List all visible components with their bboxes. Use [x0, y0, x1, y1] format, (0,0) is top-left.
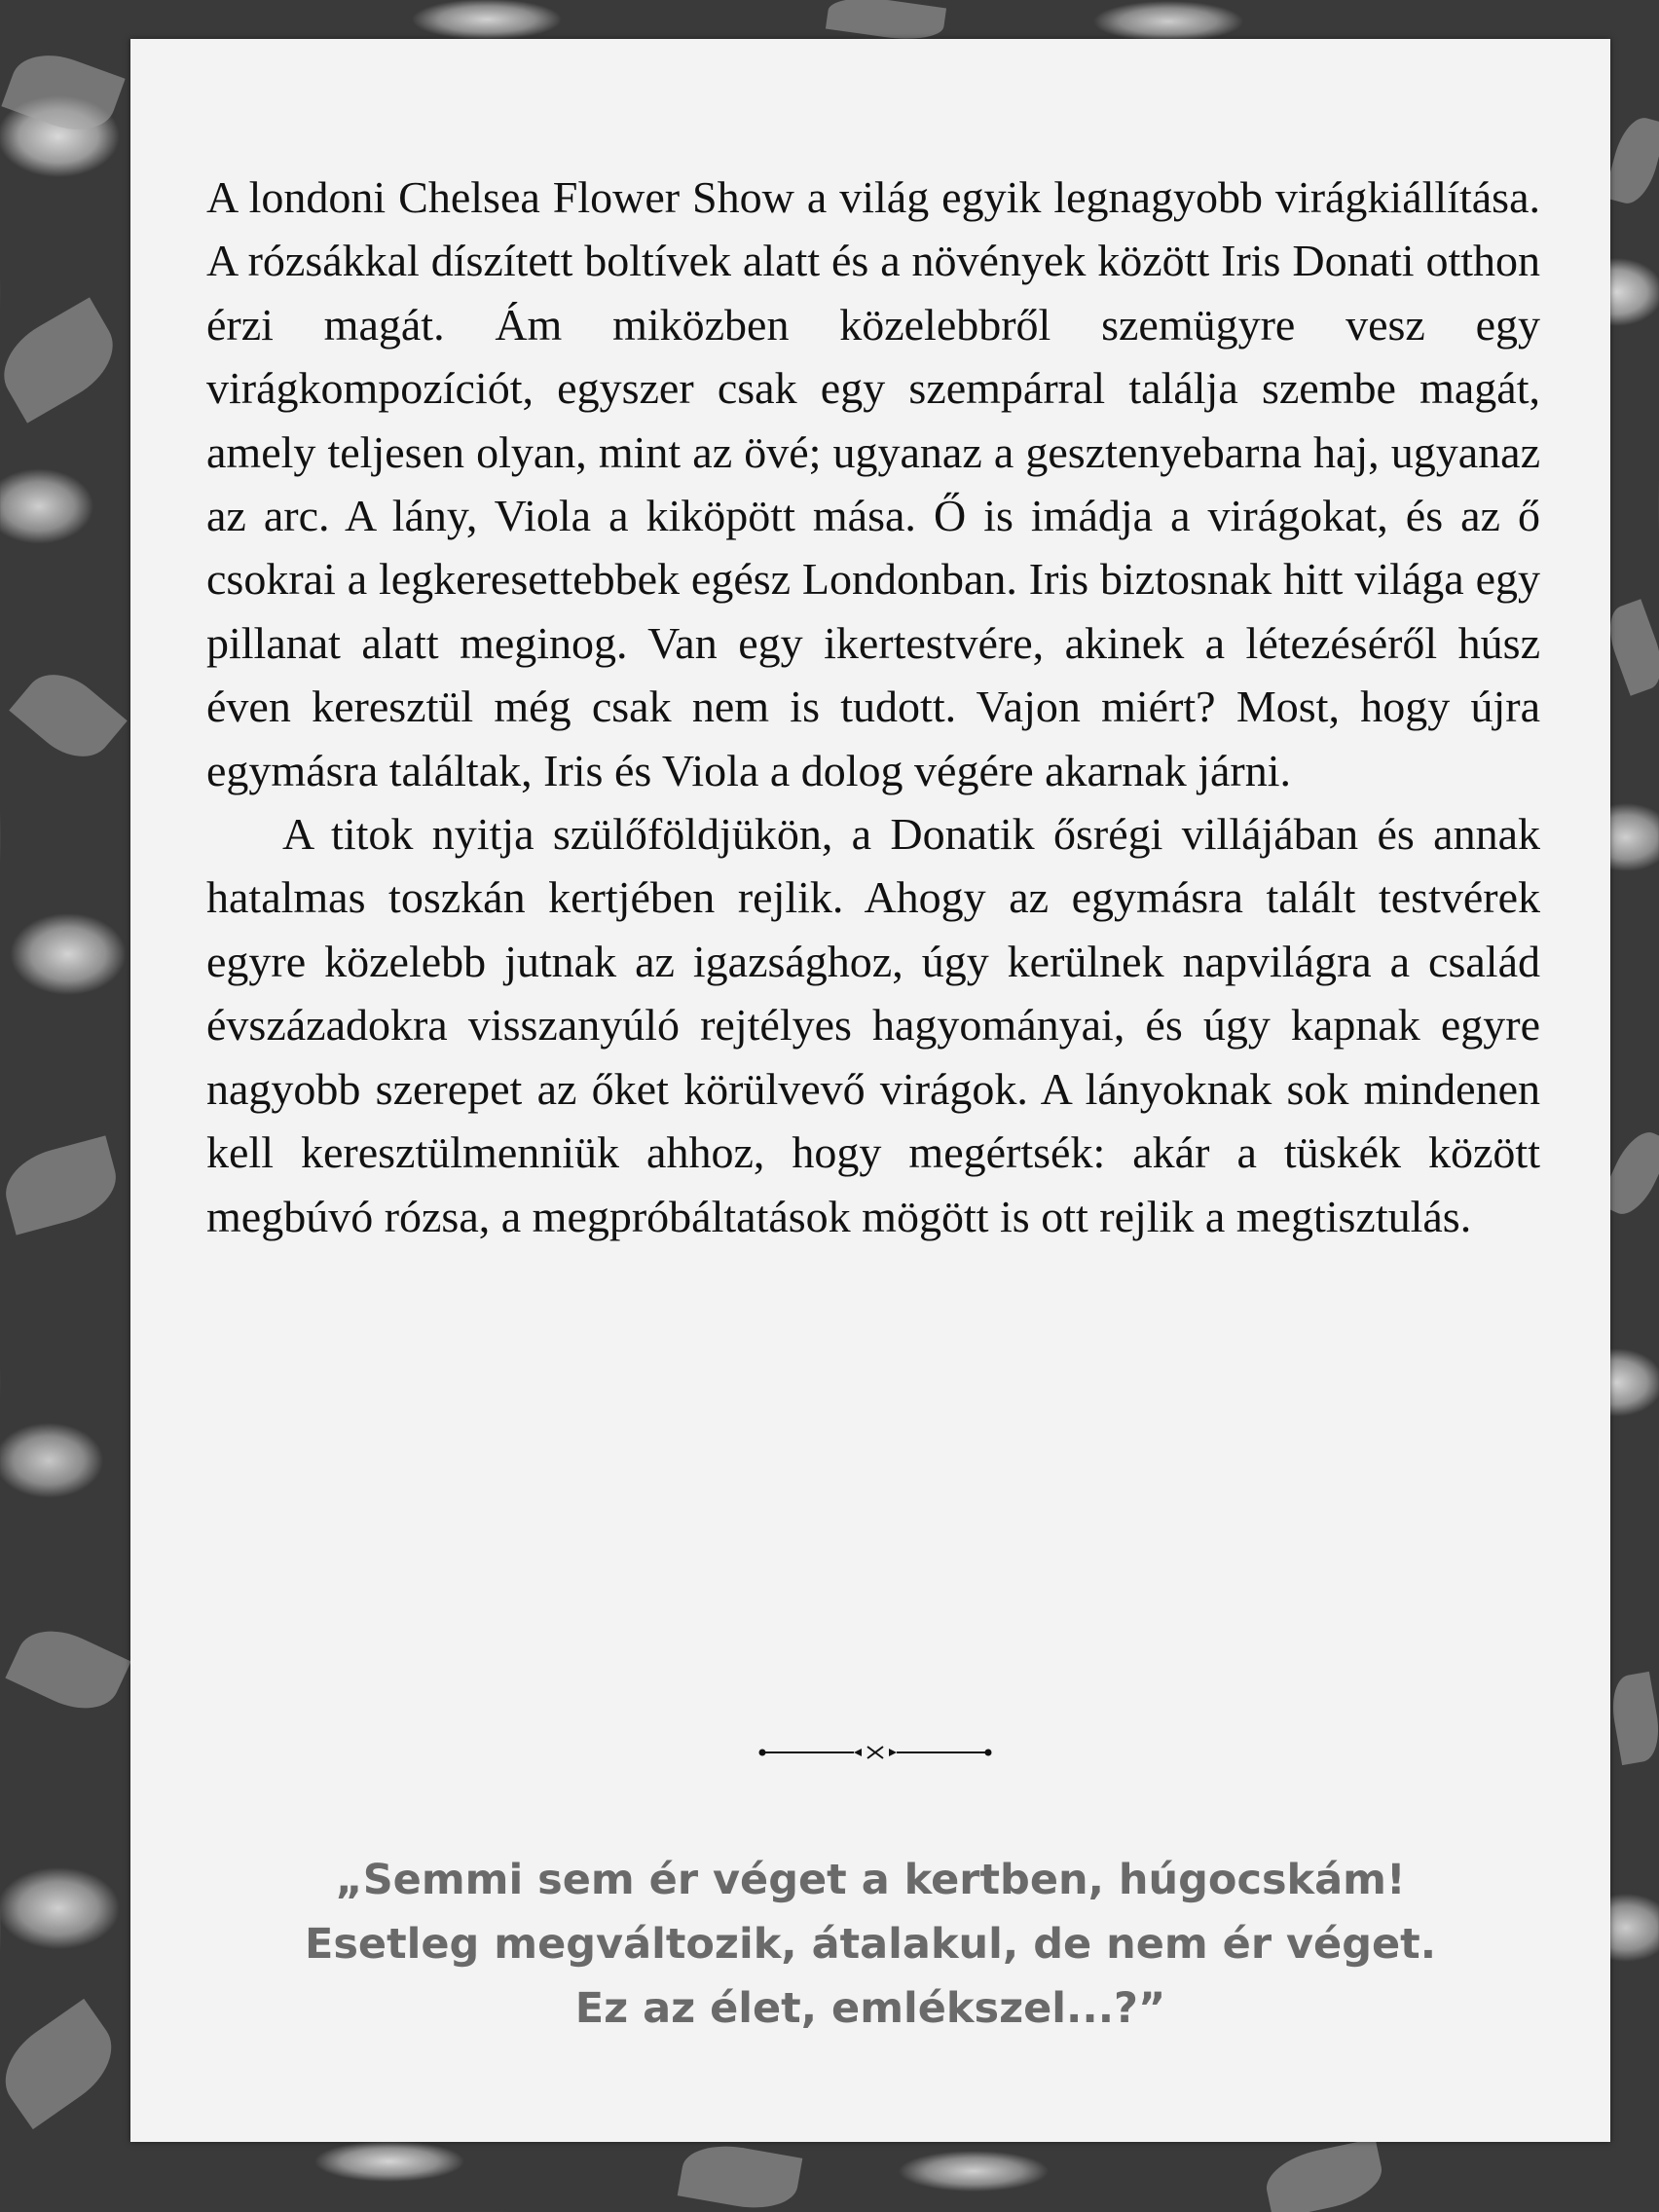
quote-line-3: Ez az élet, emlékszel...?” — [574, 1984, 1166, 2033]
blurb-text — [206, 166, 1540, 1248]
foliage-leaf — [5, 1616, 130, 1723]
blurb-paragraph-2: A titok nyitja szülőföldjükön, a Donatik ősrégi villájában és annak hatalmas toszkán kertjében rejlik. Ahogy az egymásra talált testvérek egyre közelebb jutnak az igazsághoz, úgy kerülnek napvilágra a család évszázadokra visszanyúló rejtélyes hagyományai, és úgy kapnak egyre nagyobb szerepet az őket körülvevő virágok. A lányoknak sok mindenen kell keresztülmenniük ahhoz, hogy megértsék: akár a tüskék között megbúvó rózsa, a megpróbáltatások mögött is ott rejlik a megtisztulás. — [206, 809, 1540, 1241]
book-back-cover-card — [130, 39, 1610, 2142]
blurb-paragraph-1: A londoni Chelsea Flower Show a világ egyik legnagyobb virágkiállítása. A rózsákkal díszített boltívek alatt és a növények között Iris Donati otthon érzi magát. Ám miközben közelebbről szemügyre vesz egy virágkompozíciót, egyszer csak egy szempárral találja szembe magát, amely teljesen olyan, mint az övé; ugyanaz a gesztenyebarna haj, ugyanaz az arc. A lány, Viola a kiköpött mása. Ő is imádja a virágokat, és az ő csokrai a legkeresettebbek egész Londonban. Iris biztosnak hitt világa egy pillanat alatt meginog. Van egy ikertestvére, akinek a létezéséről húsz éven keresztül még csak nem is tudott. Vajon miért? Most, hogy újra egymásra találtak, Iris és Viola a dolog végére akarnak járni. — [206, 172, 1540, 795]
foliage-leaf — [1604, 113, 1659, 208]
quote-line-1: „Semmi sem ér véget a kertben, húgocskám! — [335, 1856, 1406, 1904]
foliage-leaf — [0, 1999, 129, 2129]
foliage-leaf — [1607, 1672, 1659, 1765]
foliage-leaf — [678, 2138, 803, 2212]
foliage-leaf — [9, 658, 128, 773]
foliage-leaf — [0, 1135, 125, 1235]
ornamental-divider-icon — [758, 1743, 992, 1762]
quote-line-2: Esetleg megváltozik, átalakul, de nem ér véget. — [304, 1920, 1437, 1969]
pull-quote — [130, 1848, 1610, 2041]
foliage-leaf — [1261, 2138, 1387, 2212]
foliage-leaf — [0, 297, 129, 423]
foliage-leaf — [1, 42, 125, 142]
